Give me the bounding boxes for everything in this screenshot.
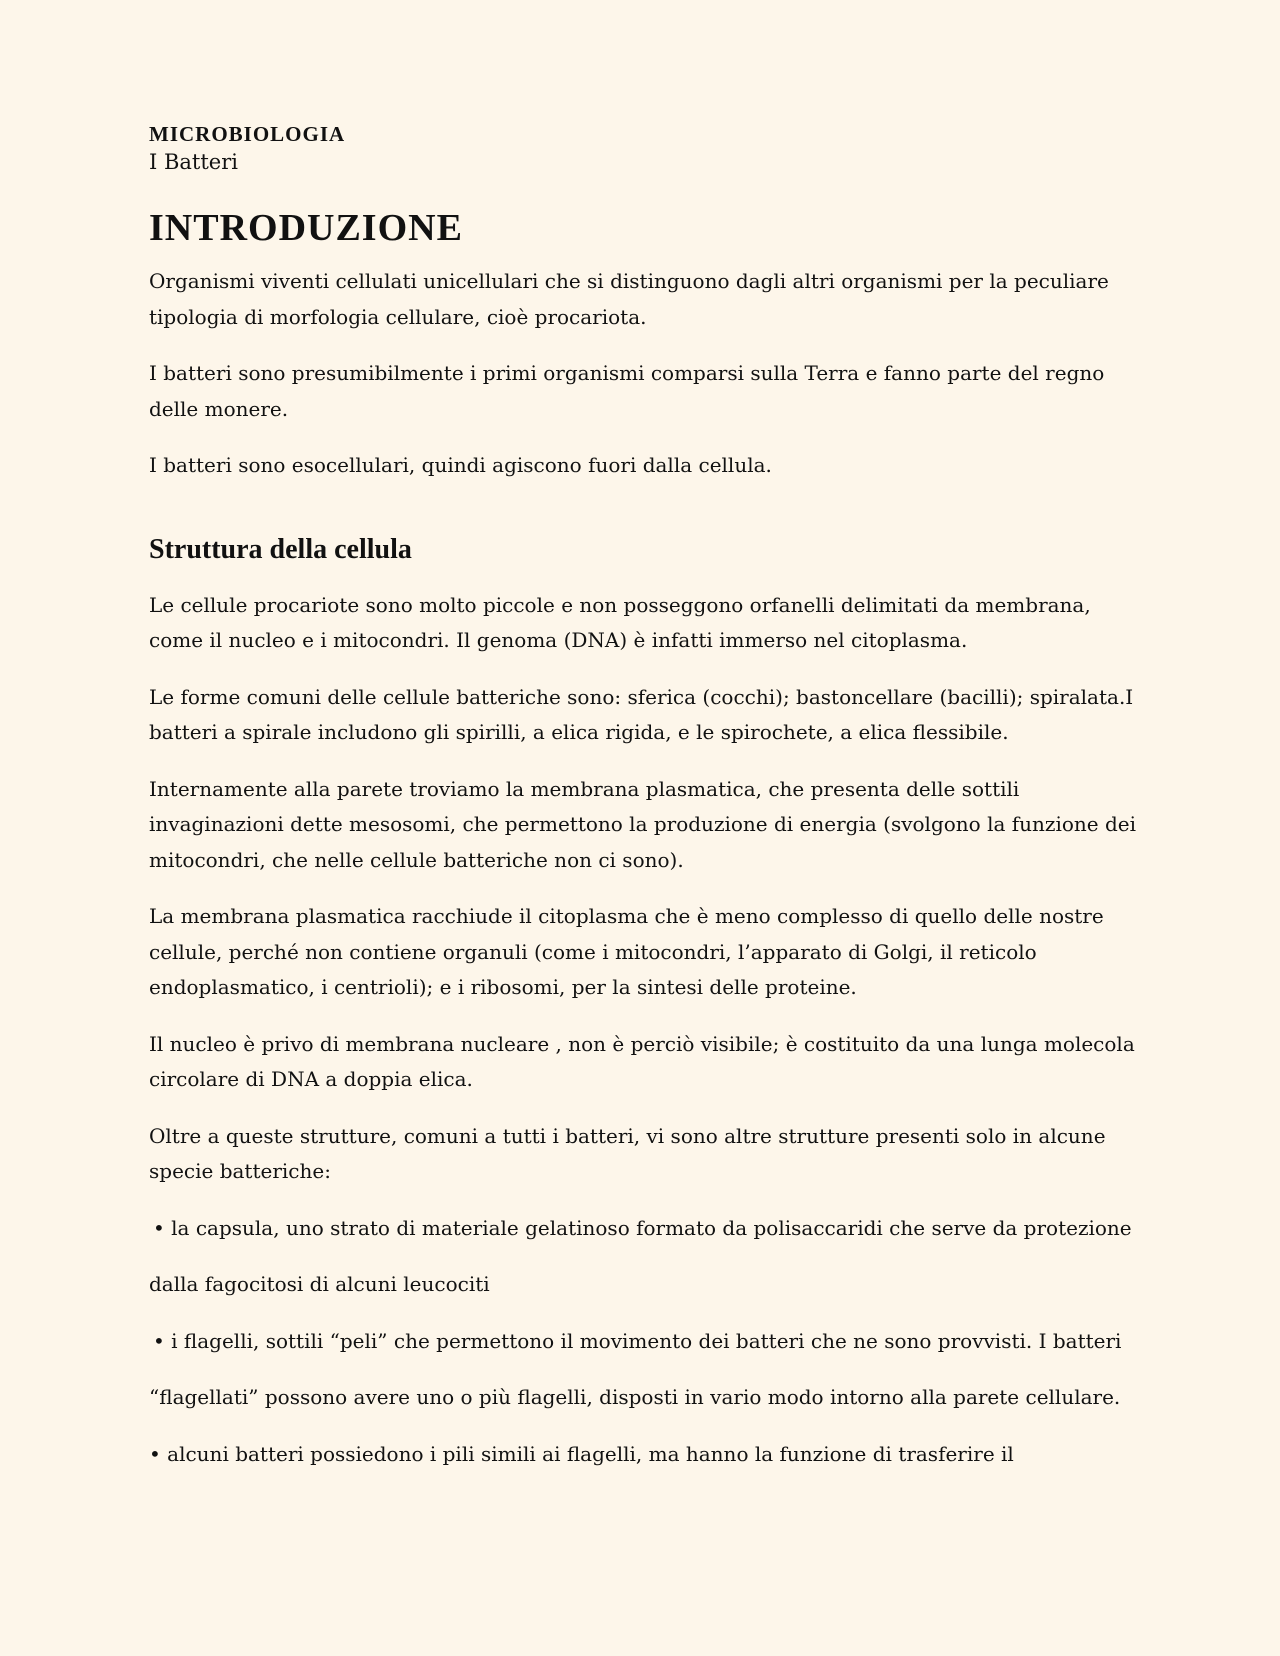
intro-paragraph-1: Organismi viventi cellulati unicellulari che si distinguono dagli altri organismi per la peculiare tipologia di morfologia cellulare, cioè procariota. (149, 269, 1109, 329)
intro-heading: INTRODUZIONE (149, 207, 463, 249)
intro-paragraph-3: I batteri sono esocellulari, quindi agiscono fuori dalla cellula. (149, 453, 772, 477)
document-content (149, 120, 1139, 1493)
section-kicker: MICROBIOLOGIA (149, 122, 346, 146)
structure-paragraph-5: Il nucleo è privo di membrana nucleare , non è perciò visibile; è costituito da una lunga molecola circolare di DNA a doppia elica. (149, 1031, 1135, 1091)
structure-heading: Struttura della cellula (149, 533, 412, 565)
bullet-flagelli-continuation: “flagellati” possono avere uno o più flagelli, disposti in vario modo intorno alla parete cellulare. (149, 1385, 1121, 1409)
bullet-capsule: • la capsula, uno strato di materiale gelatinoso formato da polisaccaridi che serve da protezione (153, 1215, 1132, 1240)
intro-paragraph-2: I batteri sono presumibilmente i primi organismi comparsi sulla Terra e fanno parte del regno delle monere. (149, 361, 1105, 421)
structure-paragraph-2: Le forme comuni delle cellule batteriche sono: sferica (cocchi); bastoncellare (bacilli); spiralata.I batteri a spirale includono gli spirilli, a elica rigida, e le spirochete, a elica flessibile. (149, 684, 1134, 744)
structure-paragraph-1: Le cellule procariote sono molto piccole e non posseggono orfanelli delimitati da membrana, come il nucleo e i mitocondri. Il genoma (DNA) è infatti immerso nel citoplasma. (149, 592, 1091, 652)
structure-paragraph-6: Oltre a queste strutture, comuni a tutti i batteri, vi sono altre strutture presenti solo in alcune specie batteriche: (149, 1123, 1106, 1183)
structure-paragraph-3: Internamente alla parete troviamo la membrana plasmatica, che presenta delle sottili invaginazioni dette mesosomi, che permettono la produzione di energia (svolgono la funzione dei mitocondri, che nelle cellule batteriche non ci sono). (149, 776, 1136, 872)
bullet-capsule-continuation: dalla fagocitosi di alcuni leucociti (149, 1272, 490, 1296)
bullet-pili: • alcuni batteri possiedono i pili simili ai flagelli, ma hanno la funzione di trasferire il (149, 1441, 1014, 1466)
structure-paragraph-4: La membrana plasmatica racchiude il citoplasma che è meno complesso di quello delle nostre cellule, perché non contiene organuli (come i mitocondri, l’apparato di Golgi, il reticolo endoplasmatico, i centrioli); e i ribosomi, per la sintesi delle proteine. (149, 904, 1104, 999)
document-subtitle: I Batteri (149, 150, 238, 174)
bullet-flagelli: • i flagelli, sottili “peli” che permettono il movimento dei batteri che ne sono provvisti. I batteri (153, 1328, 1122, 1353)
